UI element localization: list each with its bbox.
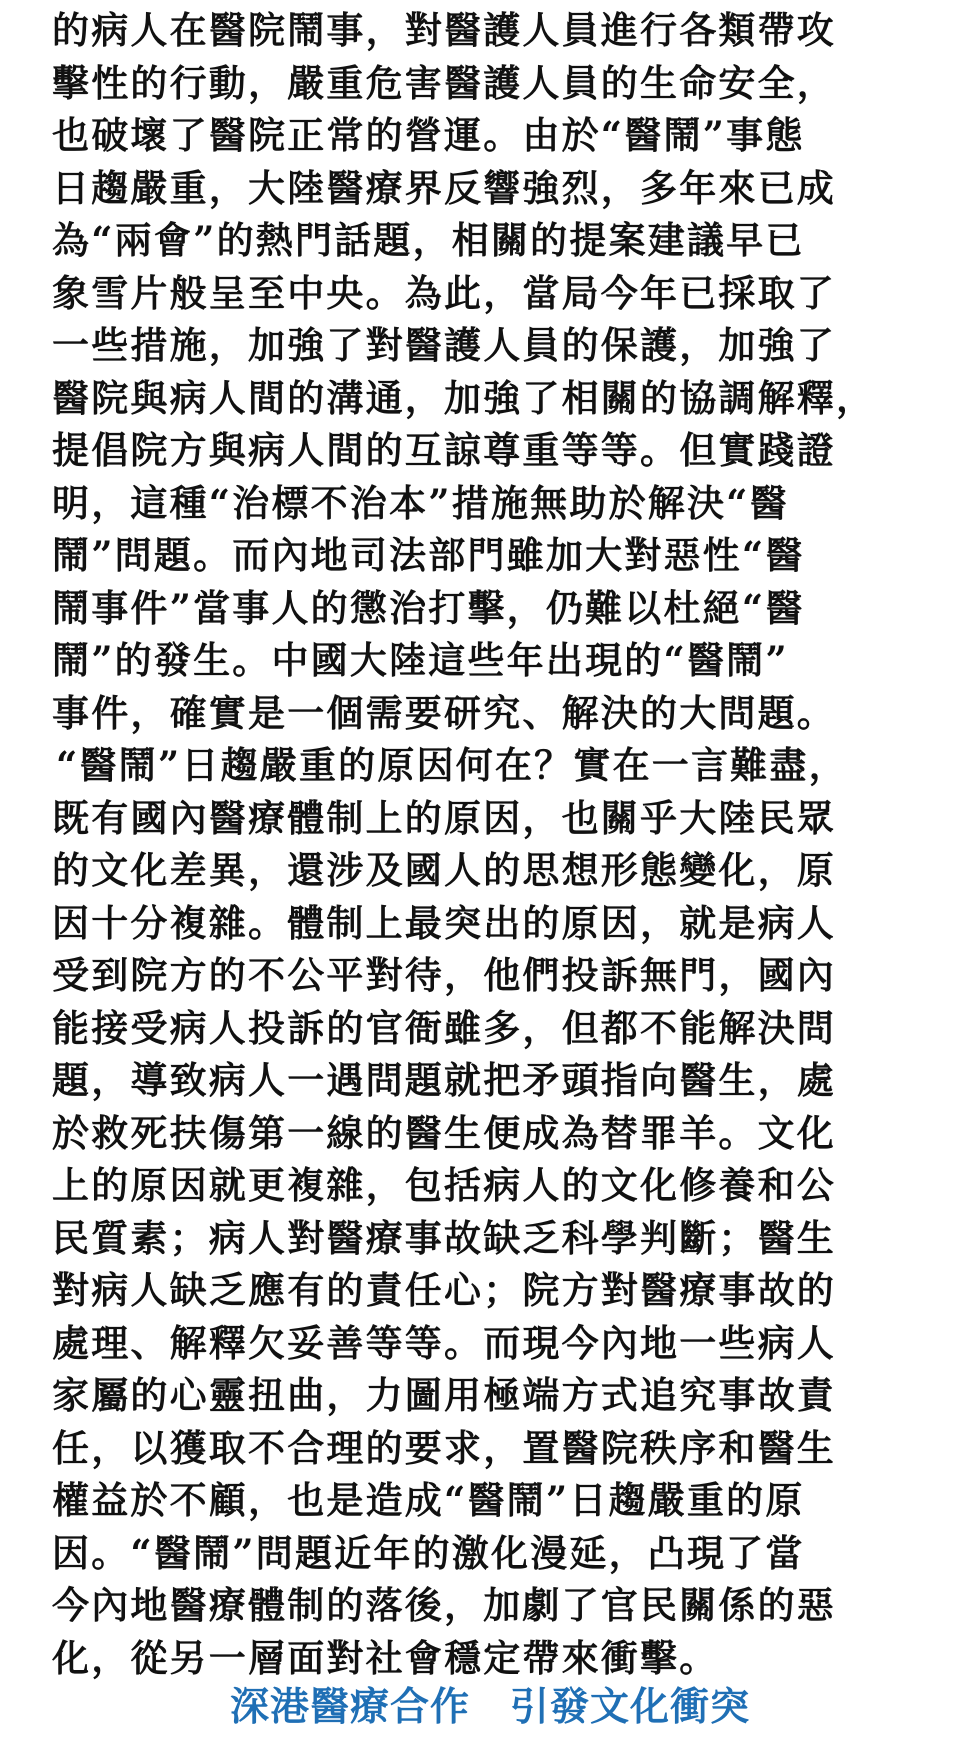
article-line: 家屬的心靈扭曲，力圖用極端方式追究事故責	[52, 1373, 836, 1417]
article-body	[52, 4, 875, 1684]
article-line: 提倡院方與病人間的互諒尊重等等。但實踐證	[52, 428, 836, 472]
article-line: 民質素；病人對醫療事故缺乏科學判斷；醫生	[52, 1215, 836, 1260]
article-line: 為“兩會”的熱門話題，相關的提案建議早已	[52, 218, 805, 262]
article-line: 明，這種“治標不治本”措施無助於解決“醫	[52, 480, 789, 525]
article-line: 日趨嚴重，大陸醫療界反響強烈，多年來已成	[52, 165, 836, 210]
article-line: 題，導致病人一遇問題就把矛頭指向醫生，處	[52, 1058, 836, 1102]
article-line: 處理、解釋欠妥善等等。而現今內地一些病人	[52, 1320, 836, 1365]
article-line: 事件，確實是一個需要研究、解決的大問題。	[52, 690, 836, 735]
article-line: “醫鬧”日趨嚴重的原因何在？實在一言難盡，	[56, 743, 848, 787]
article-line: 受到院方的不公平對待，他們投訴無門，國內	[52, 953, 836, 997]
article-line: 能接受病人投訴的官衙雖多，但都不能解決問	[52, 1005, 836, 1050]
article-line: 象雪片般呈至中央。為此，當局今年已採取了	[52, 270, 836, 315]
article-line: 也破壞了醫院正常的營運。由於“醫鬧”事態	[52, 113, 805, 157]
article-line: 因十分複雜。體制上最突出的原因，就是病人	[52, 900, 836, 945]
article-line: 於救死扶傷第一線的醫生便成為替罪羊。文化	[52, 1110, 836, 1155]
article-line: 鬧”的發生。中國大陸這些年出現的“醫鬧”	[52, 638, 789, 682]
article-line: 鬧”問題。而內地司法部門雖加大對惡性“醫	[52, 533, 805, 577]
article-line: 任，以獲取不合理的要求，置醫院秩序和醫生	[52, 1425, 836, 1470]
article-line: 今內地醫療體制的落後，加劇了官民關係的惡	[52, 1583, 836, 1627]
article-line: 權益於不顧，也是造成“醫鬧”日趨嚴重的原	[52, 1478, 805, 1522]
article-line: 醫院與病人間的溝通，加強了相關的協調解釋，	[52, 375, 876, 420]
article-line: 化，從另一層面對社會穩定帶來衝擊。	[52, 1635, 719, 1680]
article-line: 既有國內醫療體制上的原因，也關乎大陸民眾	[52, 795, 836, 840]
section-subheading: 深港醫療合作 引發文化衝突	[229, 1685, 750, 1730]
article-line: 的文化差異，還涉及國人的思想形態變化，原	[52, 848, 836, 892]
article-line: 擊性的行動，嚴重危害醫護人員的生命安全，	[52, 60, 836, 105]
article-line: 鬧事件”當事人的懲治打擊，仍難以杜絕“醫	[52, 585, 805, 630]
article-line: 因。“醫鬧”問題近年的激化漫延，凸現了當	[52, 1530, 805, 1575]
article-line: 上的原因就更複雜，包括病人的文化修養和公	[52, 1163, 836, 1207]
article-line: 對病人缺乏應有的責任心；院方對醫療事故的	[52, 1268, 836, 1312]
article-line: 一些措施，加強了對醫護人員的保護，加強了	[52, 323, 836, 367]
article-line: 的病人在醫院鬧事，對醫護人員進行各類帶攻	[52, 8, 836, 52]
